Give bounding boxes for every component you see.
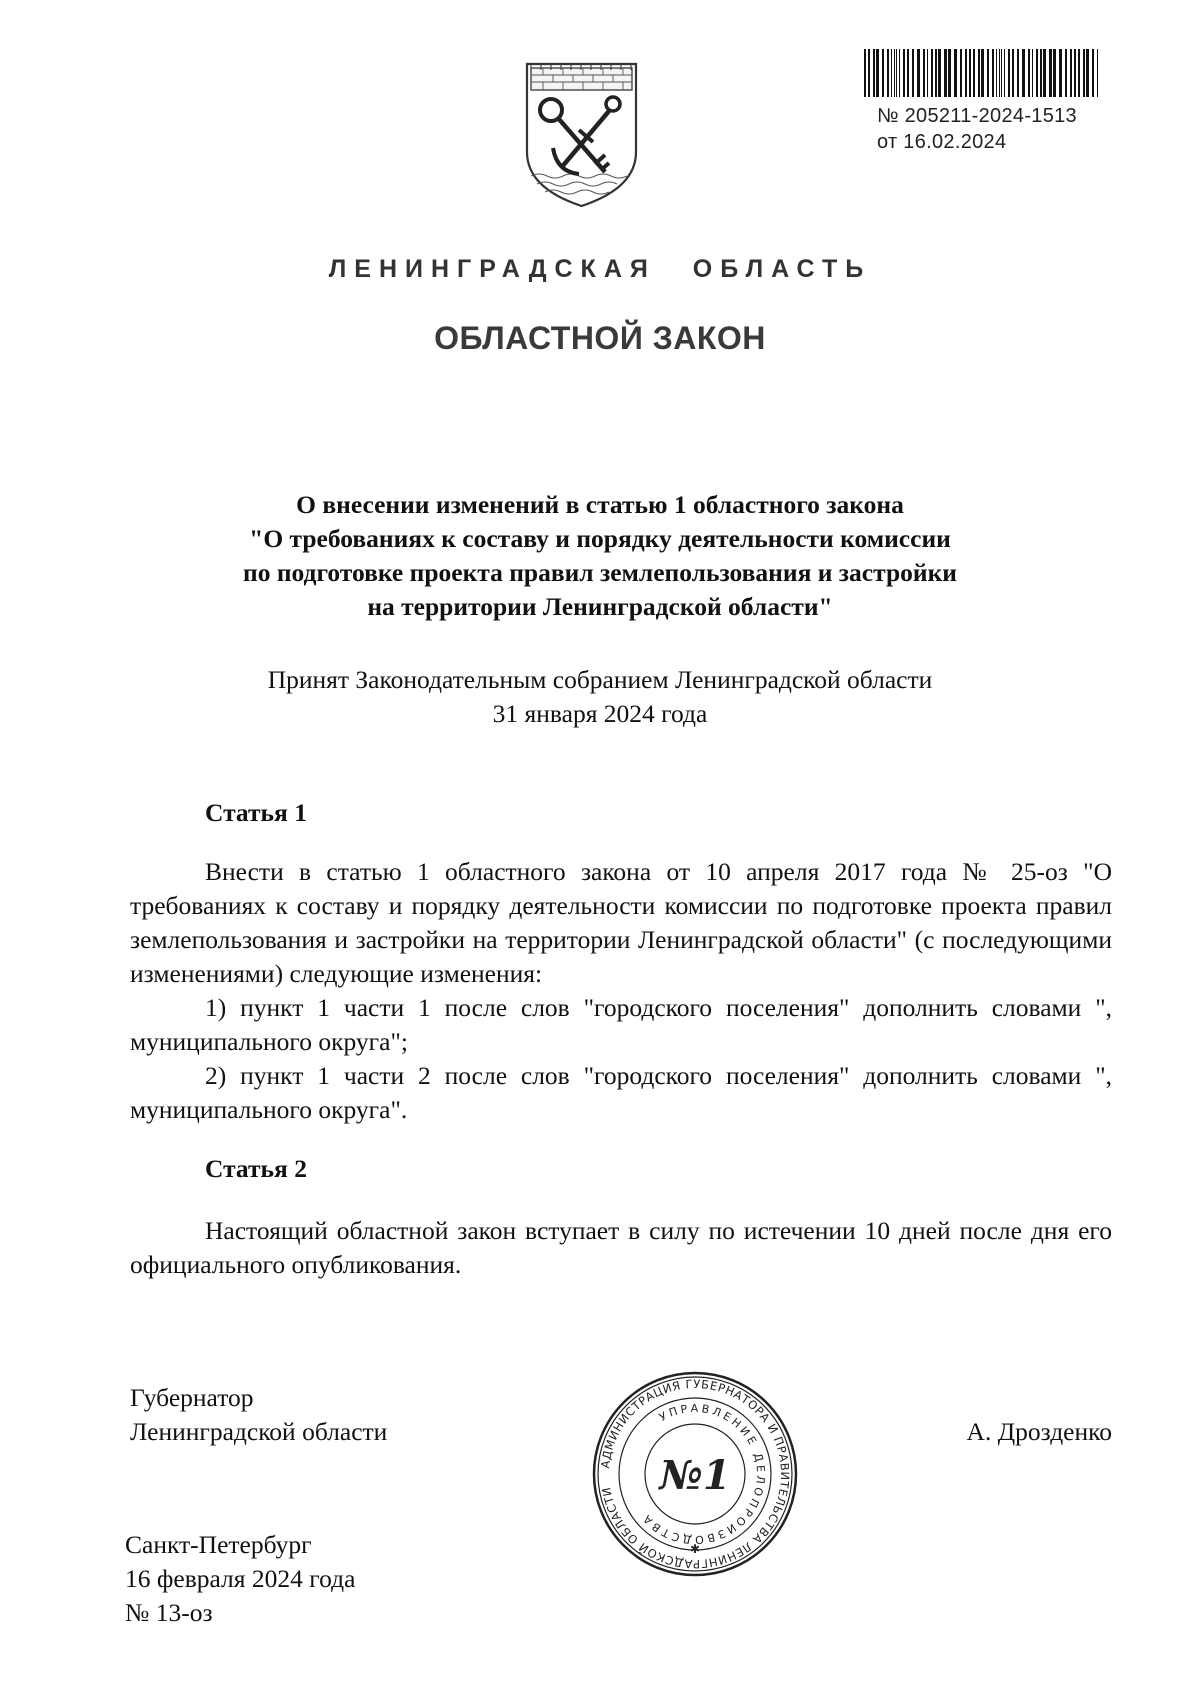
barcode-icon [862,49,1100,97]
article-2-heading: Статья 2 [205,1154,307,1183]
official-seal-icon [590,1369,800,1579]
law-number: № 13-оз [125,1598,213,1627]
article-1-intro: Внести в статью 1 областного закона от 10 апреля 2017 года № 25-оз "О требованиях к составу и порядку деятельности комиссии по подготовке проекта правил землепользования и застройки на территории Ленинградской области" (с последующими изменениями) следующие изменения: [130,857,1112,988]
signing-city: Санкт-Петербург [125,1530,312,1559]
article-2-text: Настоящий областной закон вступает в силу по истечении 10 дней после дня его официального опубликования. [130,1216,1112,1279]
signing-date: 16 февраля 2024 года [125,1564,356,1593]
signatory-name: А. Дрозденко [966,1417,1112,1446]
coat-of-arms-icon [523,60,640,210]
registration-number: № 205211-2024-1513 [877,105,1077,127]
adoption-note [100,663,1100,731]
signatory-title: Губернатор [130,1383,254,1412]
seal-outer-text: АДМИНИСТРАЦИЯ ГУБЕРНАТОРА И ПРАВИТЕЛЬСТВА ЛЕНИНГРАДСКОЙ ОБЛАСТИ [598,1376,793,1572]
svg-text:✱: ✱ [689,1542,701,1556]
article-1-heading: Статья 1 [205,798,307,827]
registration-info [877,103,1077,155]
law-title-line: "О требованиях к составу и порядку деятельности комиссии [249,524,951,553]
seal-center: №1 [659,1452,731,1499]
law-title-line: на территории Ленинградской области" [367,592,833,621]
adoption-date: 31 января 2024 года [492,699,708,728]
region-name: ЛЕНИНГРАДСКАЯ ОБЛАСТЬ [328,255,872,283]
adoption-body: Принят Законодательным собранием Ленинградской области [267,665,933,694]
law-title-line: О внесении изменений в статью 1 областного закона [296,490,904,519]
document-type: ОБЛАСТНОЙ ЗАКОН [434,320,766,356]
signatory-region: Ленинградской области [130,1417,388,1446]
law-title [100,488,1100,624]
article-2-body [130,1214,1112,1282]
signatory-position [130,1381,387,1449]
seal-inner-text: УПРАВЛЕНИЕ ДЕЛОПРОИЗВОДСТВА [638,1401,768,1547]
registration-date: от 16.02.2024 [877,131,1007,153]
article-1-item-2: 2) пункт 1 части 2 после слов "городского поселения" дополнить словами ", муниципального округа". [130,1061,1112,1124]
law-title-line: по подготовке проекта правил землепользования и застройки [243,558,957,587]
signing-details [125,1528,355,1630]
article-1-body [130,855,1112,1127]
article-1-item-1: 1) пункт 1 части 1 после слов "городского поселения" дополнить словами ", муниципального округа"; [130,993,1112,1056]
